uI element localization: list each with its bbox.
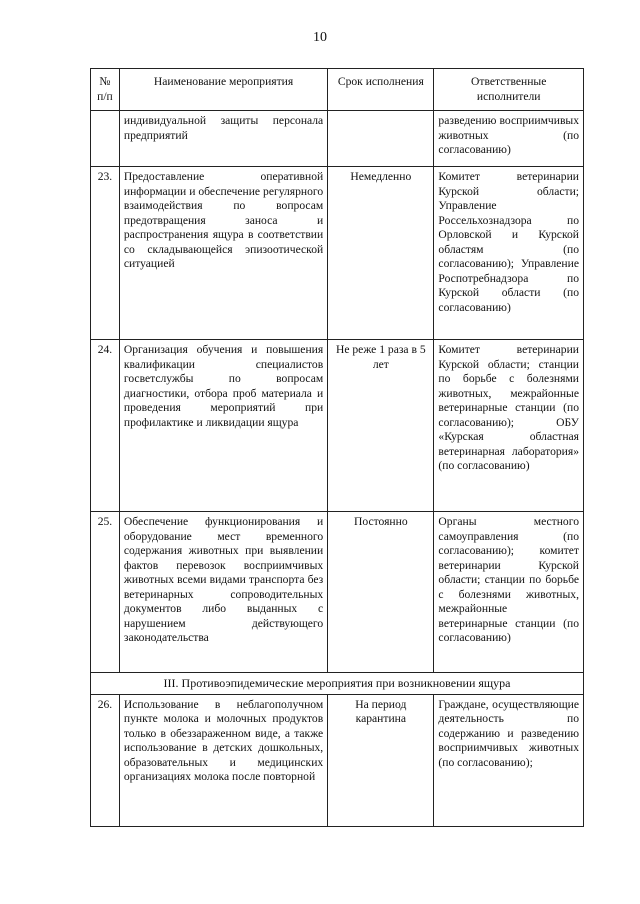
table-row [91,694,584,826]
cell-num [91,111,120,167]
cell-responsible: разведению восприимчивых животных (по согласованию) [434,111,584,167]
table-header-row [91,69,584,111]
measures-table [90,68,584,827]
cell-term [328,111,434,167]
header-term: Срок исполнения [328,69,434,111]
header-action: Наименование мероприятия [119,69,327,111]
cell-responsible: Органы местного самоуправления (по согласованию); комитет ветеринарии Курской области; станции по борьбе с болезнями животных, межрайонные ветеринарные станции (по согласованию) [434,512,584,673]
section-title: III. Противоэпидемические мероприятия при возникновении ящура [91,673,584,695]
cell-action: Обеспечение функционирования и оборудование мест временного содержания животных при выявлении фактов перевозок восприимчивых животных всеми видами транспорта без ветеринарных сопроводительных документов либо выданных с нарушением действующего законодательства [119,512,327,673]
cell-num: 23. [91,167,120,340]
table-row-continuation [91,111,584,167]
cell-num: 24. [91,340,120,512]
section-row [91,673,584,695]
header-num: № п/п [91,69,120,111]
cell-num: 26. [91,694,120,826]
cell-action: индивидуальной защиты персонала предприятий [119,111,327,167]
cell-term: На период карантина [328,694,434,826]
table-row [91,167,584,340]
cell-num: 25. [91,512,120,673]
cell-responsible: Комитет ветеринарии Курской области; Управление Россельхознадзора по Орловской и Курской областям (по согласованию); Управление Роспотребнадзора по Курской области (по согласованию) [434,167,584,340]
cell-term: Постоянно [328,512,434,673]
header-responsible: Ответственные исполнители [434,69,584,111]
cell-action: Предоставление оперативной информации и обеспечение регулярного взаимодействия по вопросам предотвращения заноса и распространения ящура в соответствии со складывающейся эпизоотической ситуацией [119,167,327,340]
cell-responsible: Комитет ветеринарии Курской области; станции по борьбе с болезнями животных, межрайонные ветеринарные станции (по согласованию); ОБУ «Курская областная ветеринарная лаборатория» (по согласованию) [434,340,584,512]
cell-responsible: Граждане, осуществляющие деятельность по содержанию и разведению восприимчивых животных (по согласованию); [434,694,584,826]
cell-term: Немедленно [328,167,434,340]
cell-action: Организация обучения и повышения квалификации специалистов госветслужбы по вопросам диагностики, отбора проб материала и проведения мероприятий при профилактике и ликвидации ящура [119,340,327,512]
cell-action: Использование в неблагополучном пункте молока и молочных продуктов только в обеззараженном виде, а также использование в детских дошкольных, образовательных и медицинских организациях молока после повторной [119,694,327,826]
table-row [91,512,584,673]
cell-term: Не реже 1 раза в 5 лет [328,340,434,512]
table-row [91,340,584,512]
page-number: 10 [313,30,327,45]
